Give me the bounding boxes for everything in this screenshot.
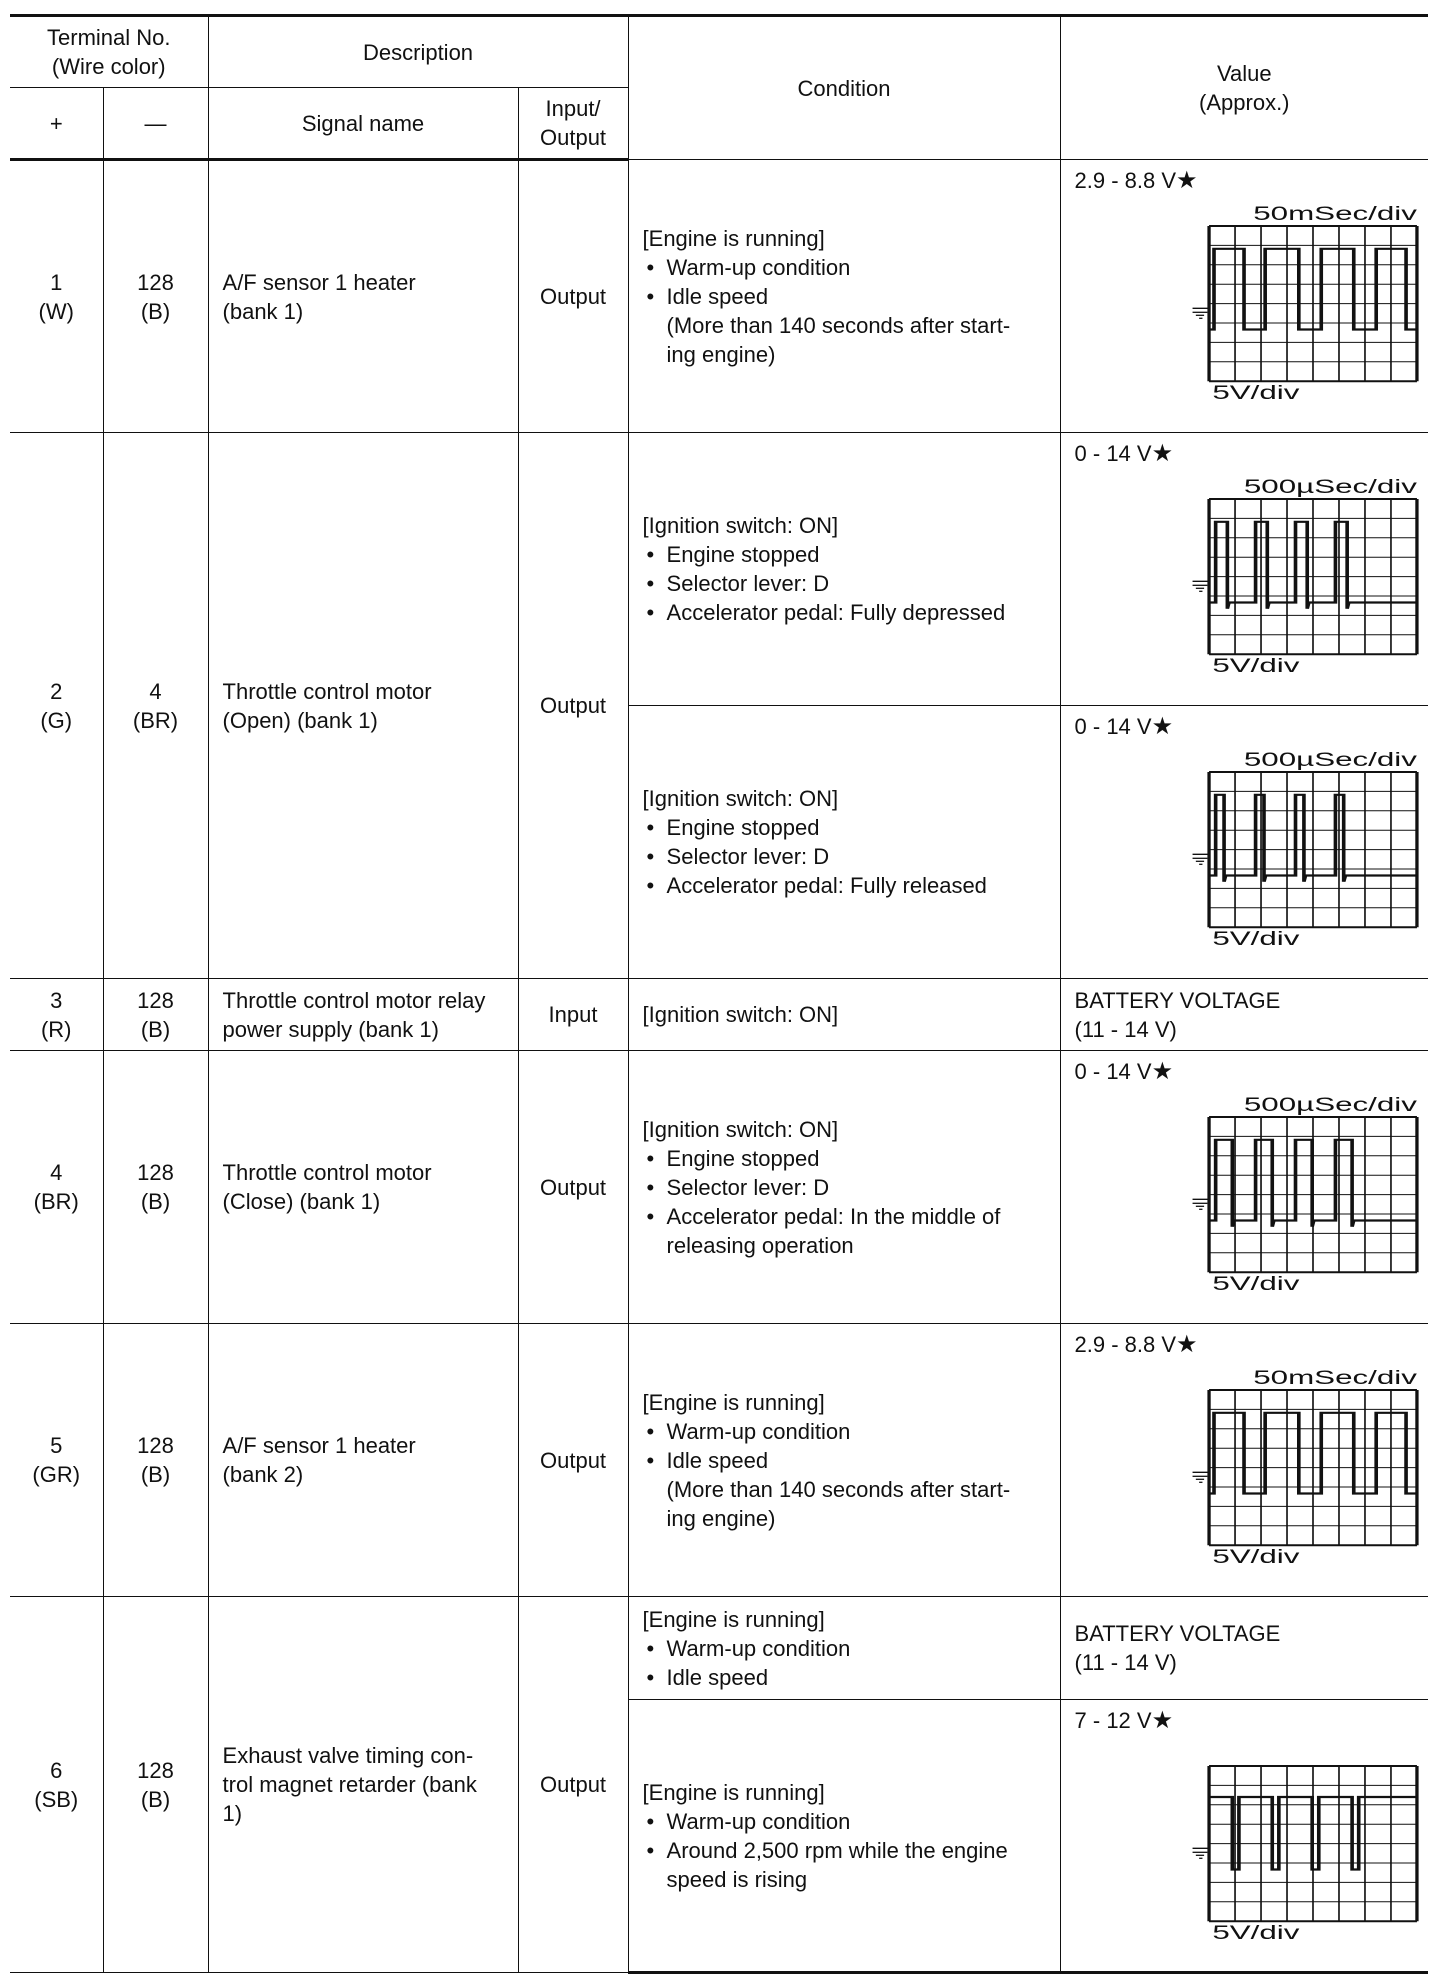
terminal-minus-number: 128 bbox=[137, 1160, 174, 1185]
ground-icon bbox=[1192, 581, 1209, 591]
star-icon: ★ bbox=[1176, 1331, 1198, 1358]
condition-item bbox=[643, 1202, 1050, 1260]
header-approx-label: (Approx.) bbox=[1199, 90, 1290, 115]
condition-item-continuation: (More than 140 seconds after start- bbox=[666, 1476, 1011, 1502]
terminal-row bbox=[10, 1324, 1428, 1597]
signal-name-line: A/F sensor 1 heater bbox=[222, 269, 416, 295]
condition-item-text: Selector lever: D bbox=[666, 844, 830, 869]
scope-voltdiv-label: 5V/div bbox=[1211, 1274, 1299, 1295]
terminal-minus-number: 128 bbox=[137, 1433, 174, 1458]
terminal-plus-number: 3 bbox=[50, 987, 63, 1013]
terminal-plus-cell bbox=[10, 1051, 103, 1324]
condition-item bbox=[643, 1836, 1050, 1894]
star-icon: ★ bbox=[1176, 167, 1198, 194]
signal-name-line: 1) bbox=[222, 1801, 243, 1826]
header-condition: Condition bbox=[628, 16, 1060, 160]
header-terminal-no-label: Terminal No. bbox=[47, 25, 171, 50]
value-battery-voltage bbox=[1075, 979, 1281, 1050]
terminal-minus-number: 4 bbox=[149, 678, 162, 704]
value-range-text: 0 - 14 V bbox=[1074, 714, 1152, 739]
oscilloscope-waveform bbox=[1115, 742, 1440, 972]
io-cell: Output bbox=[518, 1597, 628, 1973]
scope-timebase-label: 500µSec/div bbox=[1243, 1094, 1417, 1116]
terminal-plus-cell bbox=[10, 1324, 103, 1597]
header-minus: — bbox=[103, 88, 208, 160]
terminal-plus-wire-color: (W) bbox=[38, 298, 74, 324]
condition-item bbox=[643, 1634, 1050, 1663]
signal-name-line: (Open) (bank 1) bbox=[222, 707, 378, 733]
scope-grid bbox=[1209, 499, 1417, 654]
value-cell bbox=[1060, 706, 1428, 979]
condition-item-text: Accelerator pedal: Fully depressed bbox=[666, 600, 1006, 625]
scope-timebase-label: 500µSec/div bbox=[1243, 749, 1417, 771]
signal-name-line: trol magnet retarder (bank bbox=[222, 1772, 477, 1797]
terminal-plus-number: 2 bbox=[50, 678, 63, 704]
scope-timebase-label: 50mSec/div bbox=[1252, 1367, 1417, 1389]
terminal-minus-wire-color: (B) bbox=[140, 1016, 171, 1042]
condition-item-text: Accelerator pedal: In the middle of bbox=[666, 1203, 1001, 1229]
value-cell bbox=[1060, 979, 1428, 1051]
condition-head: [Engine is running] bbox=[642, 225, 825, 251]
scope-timebase-label: 50mSec/div bbox=[1252, 203, 1417, 225]
condition-cell bbox=[628, 1324, 1060, 1597]
oscilloscope-waveform bbox=[1115, 196, 1440, 426]
condition-list bbox=[643, 253, 1050, 369]
value-battery-voltage bbox=[1075, 1597, 1281, 1699]
condition-item-continuation: ing engine) bbox=[666, 1505, 776, 1531]
condition-item-text: Around 2,500 rpm while the engine bbox=[666, 1837, 1008, 1863]
terminal-plus-wire-color: (G) bbox=[40, 707, 73, 733]
terminal-plus-number: 4 bbox=[50, 1160, 63, 1185]
header-io-line2: Output bbox=[540, 125, 607, 150]
ground-icon bbox=[1192, 1472, 1209, 1482]
signal-name-line: (bank 2) bbox=[222, 1462, 304, 1487]
value-range-text: 7 - 12 V bbox=[1074, 1708, 1152, 1733]
ground-icon bbox=[1192, 308, 1209, 318]
terminal-plus-cell bbox=[10, 979, 103, 1051]
terminal-plus-number: 5 bbox=[50, 1433, 63, 1458]
scope-timebase-label: 500µSec/div bbox=[1243, 476, 1417, 498]
condition-head: [Engine is running] bbox=[642, 1779, 825, 1805]
condition-item-text: Warm-up condition bbox=[666, 1635, 851, 1661]
condition-cell bbox=[628, 1700, 1060, 1973]
condition-item-text: Selector lever: D bbox=[666, 571, 830, 596]
value-range bbox=[1075, 439, 1174, 468]
terminal-plus-cell bbox=[10, 1597, 103, 1973]
ground-icon bbox=[1192, 1199, 1209, 1209]
condition-list bbox=[643, 1634, 1050, 1692]
scope-voltdiv-label: 5V/div bbox=[1211, 1923, 1299, 1944]
condition-item bbox=[643, 1417, 1050, 1446]
terminal-plus-wire-color: (SB) bbox=[34, 1786, 79, 1812]
condition-item bbox=[643, 1446, 1050, 1533]
terminal-minus-wire-color: (BR) bbox=[132, 707, 179, 733]
terminal-row bbox=[10, 1051, 1428, 1324]
condition-cell bbox=[628, 1051, 1060, 1324]
value-range bbox=[1075, 1330, 1198, 1359]
condition-item-text: Idle speed bbox=[666, 1447, 769, 1473]
ground-icon bbox=[1192, 1848, 1209, 1858]
condition-item bbox=[643, 871, 1050, 900]
condition-cell bbox=[628, 160, 1060, 433]
value-cell bbox=[1060, 1051, 1428, 1324]
value-range bbox=[1075, 712, 1174, 741]
terminal-minus-number: 128 bbox=[137, 1757, 174, 1783]
header-signal-name: Signal name bbox=[208, 88, 518, 160]
condition-item bbox=[643, 1144, 1050, 1173]
condition-item bbox=[643, 813, 1050, 842]
condition-head: [Engine is running] bbox=[642, 1389, 825, 1415]
condition-cell bbox=[628, 433, 1060, 706]
value-range-text: 2.9 - 8.8 V bbox=[1074, 168, 1177, 193]
terminal-plus-number: 6 bbox=[50, 1757, 63, 1783]
scope-voltdiv-label: 5V/div bbox=[1211, 656, 1299, 677]
terminal-minus-cell bbox=[103, 1051, 208, 1324]
terminal-plus-wire-color: (R) bbox=[40, 1016, 72, 1042]
terminal-minus-wire-color: (B) bbox=[140, 1189, 171, 1214]
value-cell bbox=[1060, 1700, 1428, 1973]
oscilloscope-waveform bbox=[1115, 1736, 1440, 1966]
condition-item-continuation: (More than 140 seconds after start- bbox=[666, 312, 1011, 338]
condition-item-text: Engine stopped bbox=[666, 815, 820, 840]
value-range-text: 0 - 14 V bbox=[1074, 1059, 1152, 1084]
condition-item-text: Warm-up condition bbox=[666, 1808, 851, 1834]
terminal-plus-number: 1 bbox=[50, 269, 63, 295]
condition-list bbox=[643, 813, 1050, 900]
scope-voltdiv-label: 5V/div bbox=[1211, 1547, 1299, 1568]
condition-item-text: Accelerator pedal: Fully released bbox=[666, 873, 987, 898]
terminal-minus-wire-color: (B) bbox=[140, 298, 171, 324]
signal-name-line: Throttle control motor bbox=[222, 678, 432, 704]
condition-item bbox=[643, 1663, 1050, 1692]
star-icon: ★ bbox=[1151, 1707, 1174, 1734]
header-wire-color-label: (Wire color) bbox=[51, 54, 166, 79]
terminal-minus-cell bbox=[103, 1324, 208, 1597]
terminal-minus-wire-color: (B) bbox=[140, 1786, 171, 1812]
condition-head: [Ignition switch: ON] bbox=[642, 1002, 839, 1027]
oscilloscope-waveform bbox=[1115, 469, 1440, 699]
value-line1: BATTERY VOLTAGE bbox=[1074, 987, 1281, 1013]
star-icon: ★ bbox=[1151, 1058, 1174, 1085]
condition-list bbox=[643, 1417, 1050, 1533]
header-value bbox=[1060, 16, 1428, 160]
condition-list bbox=[643, 1144, 1050, 1260]
condition-item-text: Engine stopped bbox=[666, 542, 820, 567]
condition-item-continuation: speed is rising bbox=[666, 1866, 808, 1892]
condition-list bbox=[643, 1807, 1050, 1894]
signal-name-line: (Close) (bank 1) bbox=[222, 1189, 381, 1214]
io-cell: Output bbox=[518, 433, 628, 979]
terminal-minus-cell bbox=[103, 433, 208, 979]
terminal-row bbox=[10, 433, 1428, 706]
value-range bbox=[1075, 1057, 1174, 1086]
value-range-text: 2.9 - 8.8 V bbox=[1074, 1332, 1177, 1357]
ground-icon bbox=[1192, 854, 1209, 864]
condition-item-text: Idle speed bbox=[666, 283, 769, 309]
scope-voltdiv-label: 5V/div bbox=[1211, 383, 1299, 404]
header-value-label: Value bbox=[1216, 61, 1272, 86]
value-range bbox=[1075, 1706, 1174, 1735]
header-input-output bbox=[518, 88, 628, 160]
condition-item-text: Engine stopped bbox=[666, 1145, 820, 1171]
condition-item bbox=[643, 253, 1050, 282]
condition-head: [Engine is running] bbox=[642, 1606, 825, 1632]
condition-item bbox=[643, 1173, 1050, 1202]
value-cell bbox=[1060, 1597, 1428, 1700]
signal-name-line: A/F sensor 1 heater bbox=[222, 1433, 416, 1458]
value-range bbox=[1075, 166, 1198, 195]
condition-list bbox=[643, 540, 1050, 627]
io-cell: Input bbox=[518, 979, 628, 1051]
scope-grid bbox=[1209, 772, 1417, 927]
terminal-plus-cell bbox=[10, 433, 103, 979]
oscilloscope-waveform bbox=[1115, 1360, 1440, 1590]
condition-item-text: Warm-up condition bbox=[666, 254, 851, 280]
condition-item bbox=[643, 569, 1050, 598]
condition-item bbox=[643, 282, 1050, 369]
signal-name-line: Exhaust valve timing con- bbox=[222, 1743, 474, 1768]
signal-name-cell bbox=[208, 1597, 518, 1973]
star-icon: ★ bbox=[1151, 713, 1174, 740]
terminal-spec-table bbox=[10, 14, 1428, 1974]
signal-name-cell bbox=[208, 979, 518, 1051]
terminal-minus-cell bbox=[103, 160, 208, 433]
signal-name-cell bbox=[208, 433, 518, 979]
terminal-plus-cell bbox=[10, 160, 103, 433]
signal-name-line: Throttle control motor relay bbox=[222, 987, 486, 1013]
condition-cell bbox=[628, 1597, 1060, 1700]
terminal-plus-wire-color: (GR) bbox=[32, 1462, 81, 1487]
signal-name-cell bbox=[208, 1324, 518, 1597]
condition-item bbox=[643, 1807, 1050, 1836]
signal-name-line: power supply (bank 1) bbox=[222, 1016, 439, 1042]
value-line1: BATTERY VOLTAGE bbox=[1074, 1621, 1281, 1646]
condition-item bbox=[643, 598, 1050, 627]
signal-name-line: (bank 1) bbox=[222, 298, 304, 324]
terminal-minus-number: 128 bbox=[137, 987, 174, 1013]
io-cell: Output bbox=[518, 1051, 628, 1324]
condition-head: [Ignition switch: ON] bbox=[642, 786, 839, 811]
condition-item-text: Selector lever: D bbox=[666, 1174, 830, 1200]
condition-item bbox=[643, 842, 1050, 871]
header-io-line1: Input/ bbox=[545, 96, 601, 121]
terminal-minus-cell bbox=[103, 979, 208, 1051]
waveform-trace bbox=[1209, 1797, 1417, 1870]
condition-head: [Ignition switch: ON] bbox=[642, 1116, 839, 1142]
signal-name-cell bbox=[208, 160, 518, 433]
signal-name-cell bbox=[208, 1051, 518, 1324]
header-plus: + bbox=[10, 88, 103, 160]
value-cell bbox=[1060, 433, 1428, 706]
signal-name-line: Throttle control motor bbox=[222, 1160, 432, 1185]
terminal-minus-cell bbox=[103, 1597, 208, 1973]
terminal-row bbox=[10, 160, 1428, 433]
io-cell: Output bbox=[518, 1324, 628, 1597]
value-line2: (11 - 14 V) bbox=[1074, 1016, 1177, 1042]
oscilloscope-waveform bbox=[1115, 1087, 1440, 1317]
scope-voltdiv-label: 5V/div bbox=[1211, 929, 1299, 950]
value-cell bbox=[1060, 160, 1428, 433]
condition-item-continuation: ing engine) bbox=[666, 341, 776, 367]
condition-item-text: Idle speed bbox=[666, 1664, 769, 1690]
condition-cell bbox=[628, 706, 1060, 979]
io-cell: Output bbox=[518, 160, 628, 433]
header-description: Description bbox=[208, 16, 628, 88]
terminal-minus-wire-color: (B) bbox=[140, 1462, 171, 1487]
condition-cell bbox=[628, 979, 1060, 1051]
value-range-text: 0 - 14 V bbox=[1074, 441, 1152, 466]
terminal-row bbox=[10, 1597, 1428, 1700]
condition-item bbox=[643, 540, 1050, 569]
value-line2: (11 - 14 V) bbox=[1074, 1650, 1177, 1675]
terminal-plus-wire-color: (BR) bbox=[33, 1189, 79, 1214]
header-terminal-no bbox=[10, 16, 208, 88]
terminal-row bbox=[10, 979, 1428, 1051]
star-icon: ★ bbox=[1151, 440, 1174, 467]
condition-item-text: Warm-up condition bbox=[666, 1418, 851, 1444]
terminal-minus-number: 128 bbox=[137, 269, 174, 295]
value-cell bbox=[1060, 1324, 1428, 1597]
condition-item-continuation: releasing operation bbox=[666, 1232, 854, 1258]
condition-head: [Ignition switch: ON] bbox=[642, 513, 839, 538]
